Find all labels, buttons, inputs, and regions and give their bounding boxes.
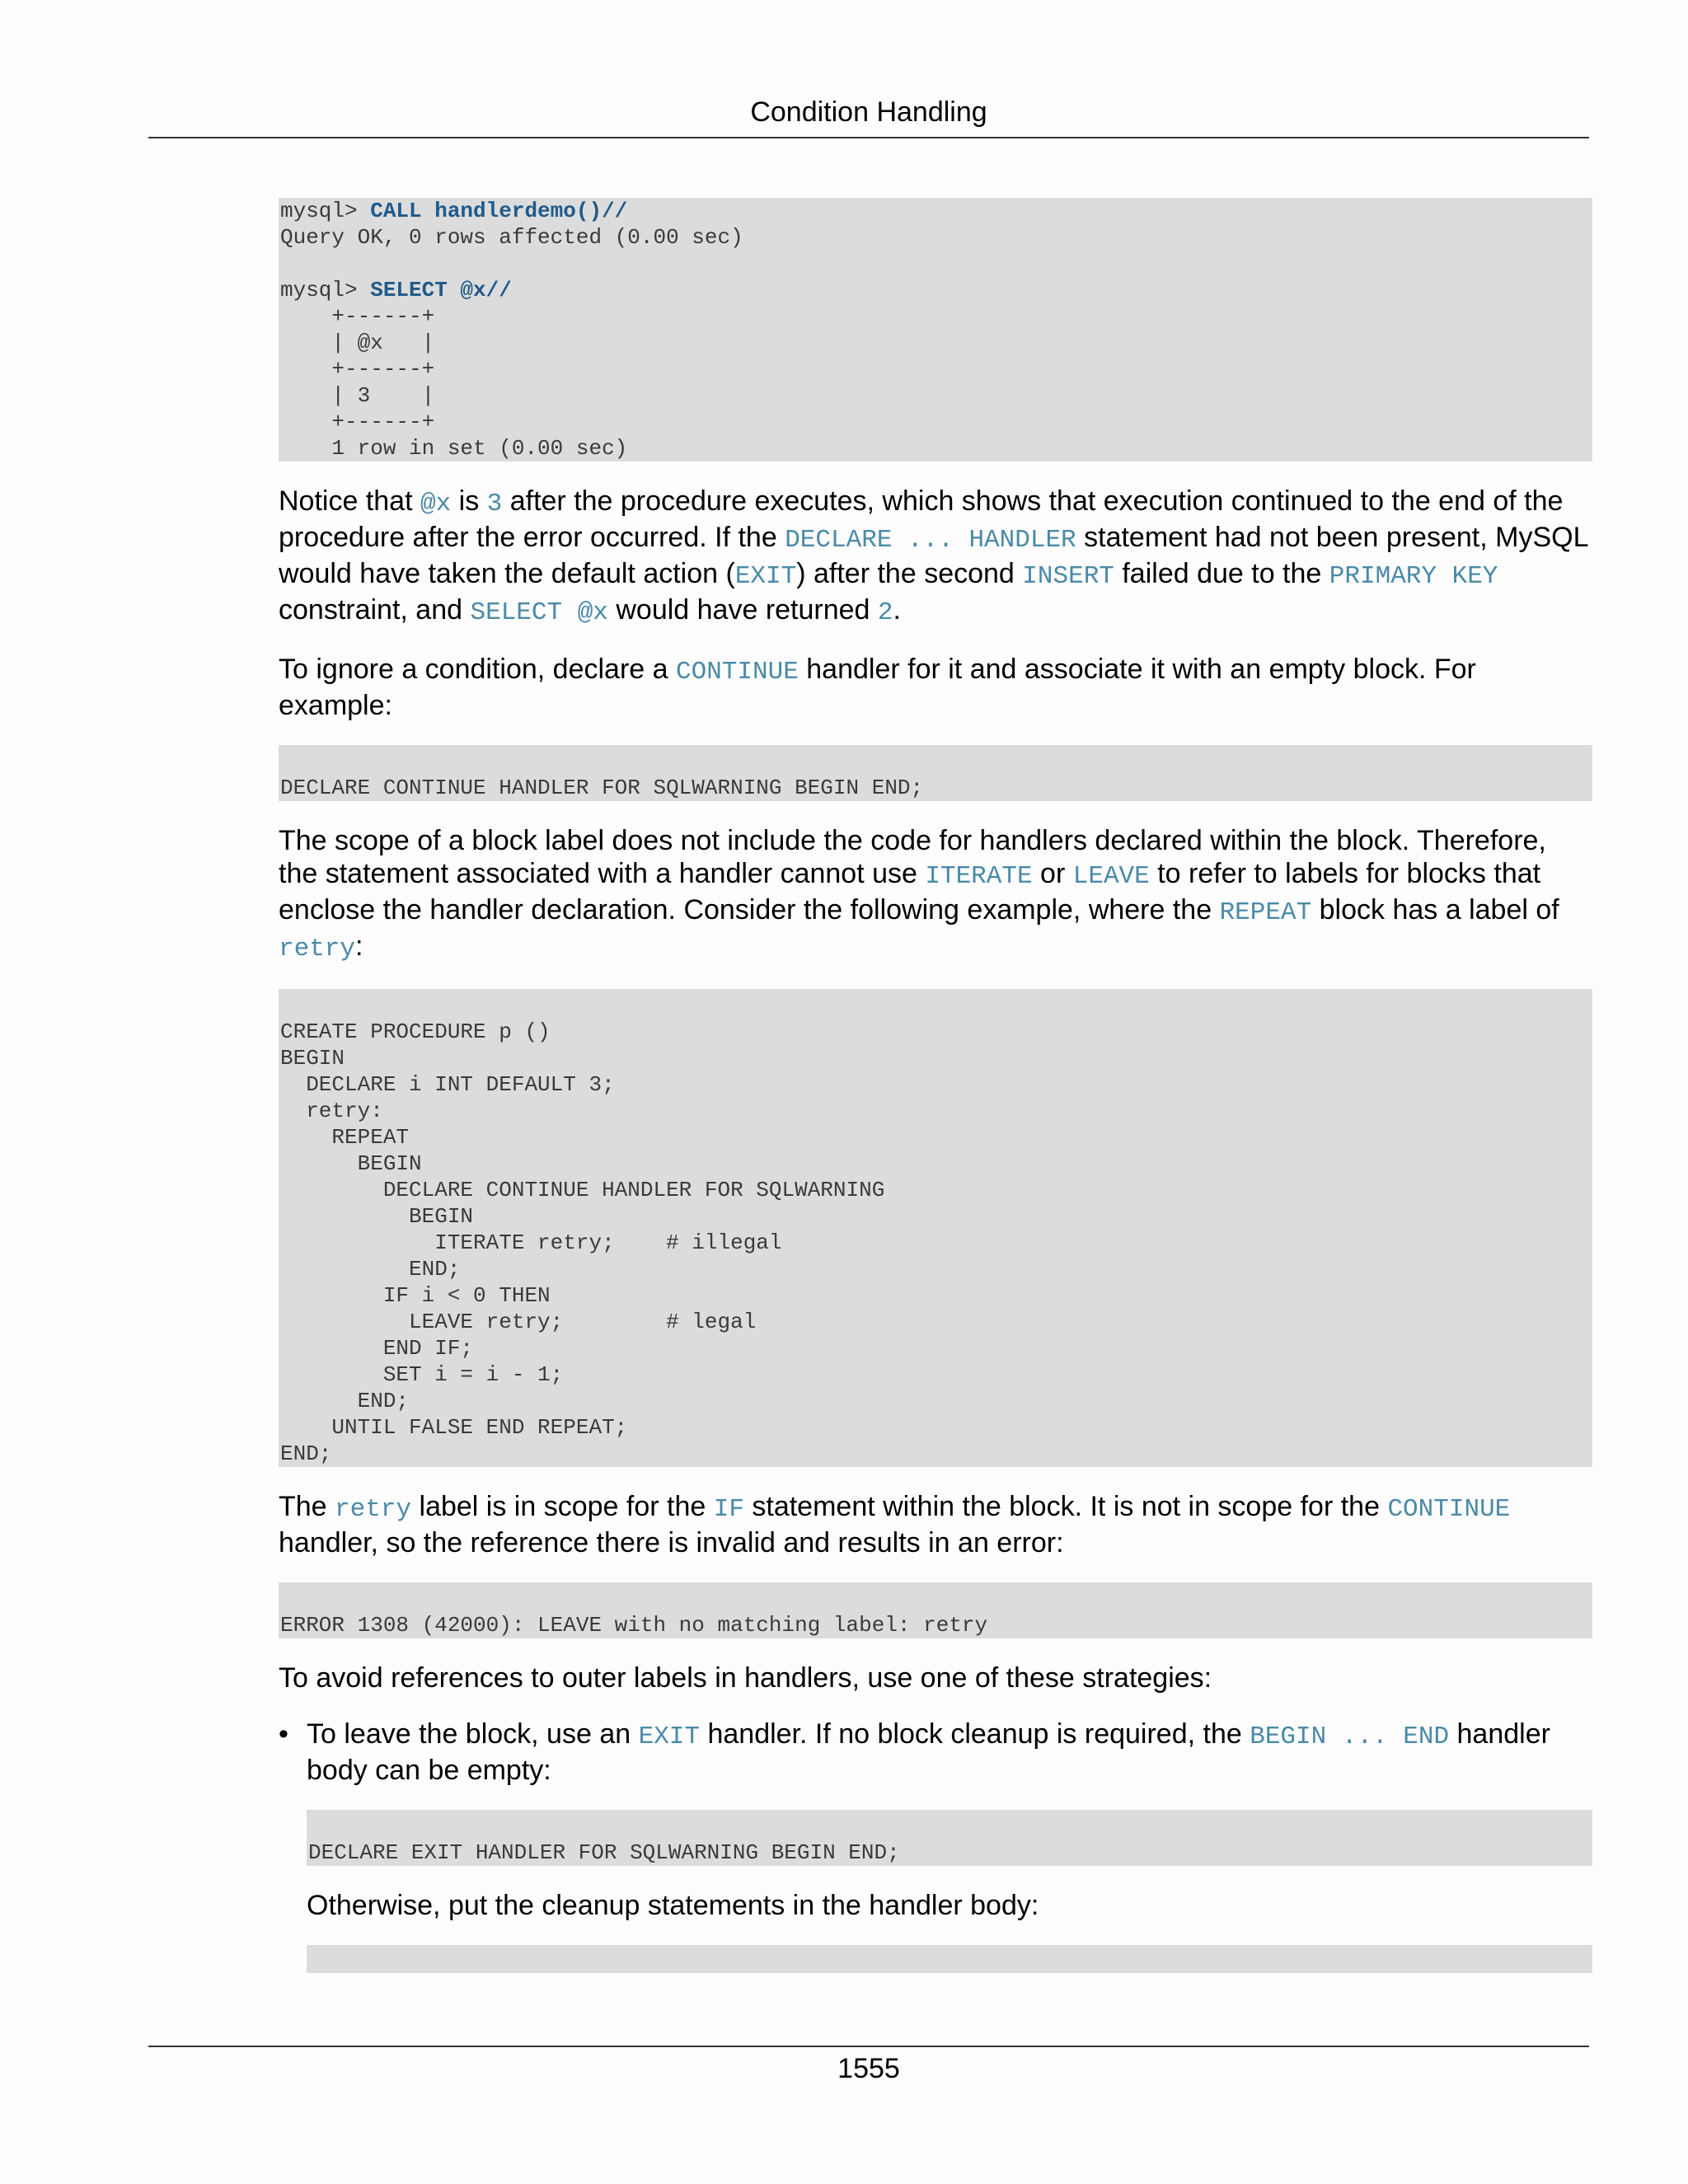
code-line: 1 row in set (0.00 sec) bbox=[280, 436, 628, 461]
text: label is in scope for the bbox=[411, 1491, 714, 1522]
code-line: REPEAT bbox=[280, 1125, 410, 1150]
code-line bbox=[280, 251, 1591, 277]
code-prompt: mysql> bbox=[280, 199, 371, 223]
code-line: IF i < 0 THEN bbox=[280, 1283, 551, 1308]
code-block-error-1308 bbox=[279, 1582, 1592, 1638]
code-line: UNTIL FALSE END REPEAT; bbox=[280, 1415, 628, 1440]
code-line: +------+ bbox=[280, 304, 435, 329]
code-block-exit-handler bbox=[307, 1810, 1592, 1866]
text: handler body can be empty: bbox=[307, 1718, 1550, 1786]
text: : bbox=[355, 930, 363, 962]
code-line: DECLARE EXIT HANDLER FOR SQLWARNING BEGIN END; bbox=[308, 1840, 900, 1865]
paragraph-ignore-condition bbox=[279, 653, 1592, 722]
code-block-continue-handler bbox=[279, 745, 1592, 801]
code-line: DECLARE CONTINUE HANDLER FOR SQLWARNING BEGIN END; bbox=[280, 776, 924, 800]
text: after the procedure executes, which shows that execution continued to the end of the procedure after the error occurred. If the bbox=[279, 485, 1564, 553]
code-line: ITERATE retry; # illegal bbox=[280, 1230, 782, 1255]
text: To ignore a condition, declare a bbox=[279, 654, 676, 685]
text: ) after the second bbox=[796, 558, 1023, 589]
code-line: END; bbox=[280, 1257, 461, 1282]
code-line: BEGIN bbox=[280, 1151, 422, 1176]
code-literal: INSERT bbox=[1022, 562, 1114, 591]
paragraph-avoid-references: To avoid references to outer labels in handlers, use one of these strategies: bbox=[279, 1662, 1212, 1694]
text: statement within the block. It is not in scope for the bbox=[743, 1491, 1388, 1522]
text: The scope of a block label does not include the code for handlers declared within the block. Therefore, the statement associated with a handler cannot use bbox=[279, 825, 1546, 889]
code-line: DECLARE i INT DEFAULT 3; bbox=[280, 1072, 615, 1097]
code-line: BEGIN bbox=[280, 1204, 474, 1229]
code-line bbox=[280, 198, 1591, 224]
bullet-mark: • bbox=[279, 1718, 288, 1750]
code-literal: CONTINUE bbox=[1387, 1495, 1511, 1524]
code-literal: BEGIN ... END bbox=[1250, 1722, 1450, 1751]
text: Notice that bbox=[279, 485, 420, 517]
code-line: | 3 | bbox=[280, 383, 435, 408]
code-line: END; bbox=[280, 1389, 410, 1413]
code-line: DECLARE CONTINUE HANDLER FOR SQLWARNING bbox=[280, 1178, 885, 1202]
code-block-procedure-p bbox=[279, 989, 1592, 1467]
text: to refer to labels for blocks that enclose the handler declaration. Consider the following example, where the bbox=[279, 858, 1541, 926]
code-block-call-handlerdemo bbox=[279, 198, 1592, 462]
code-line bbox=[308, 1945, 1591, 1971]
code-literal: REPEAT bbox=[1219, 898, 1312, 927]
code-line: CREATE PROCEDURE p () bbox=[280, 1019, 551, 1044]
text: constraint, and bbox=[279, 594, 471, 626]
text: handler. If no block cleanup is required, the bbox=[700, 1718, 1250, 1750]
text: handler, so the reference there is invalid and results in an error: bbox=[279, 1527, 1064, 1558]
text: would have returned bbox=[607, 594, 878, 626]
text: or bbox=[1032, 858, 1073, 889]
code-line: END IF; bbox=[280, 1336, 474, 1361]
code-prompt: mysql> bbox=[280, 278, 371, 302]
code-literal: 2 bbox=[877, 598, 893, 627]
code-literal: EXIT bbox=[734, 562, 797, 591]
code-command: SELECT @x// bbox=[370, 278, 512, 302]
paragraph-notice bbox=[279, 485, 1592, 630]
code-line: retry: bbox=[280, 1099, 383, 1123]
code-block-cleanup bbox=[307, 1945, 1592, 1973]
list-item bbox=[279, 1718, 1592, 1973]
header-rule bbox=[148, 137, 1589, 138]
strategy-list bbox=[279, 1718, 1592, 1973]
code-line: | @x | bbox=[280, 330, 435, 355]
text: failed due to the bbox=[1114, 558, 1329, 589]
code-literal: ITERATE bbox=[925, 862, 1033, 891]
text: handler for it and associate it with an empty block. For example: bbox=[279, 654, 1476, 721]
code-literal: DECLARE ... HANDLER bbox=[785, 526, 1076, 555]
code-line: SET i = i - 1; bbox=[280, 1362, 564, 1387]
code-line: +------+ bbox=[280, 410, 435, 434]
code-line: LEAVE retry; # legal bbox=[280, 1310, 757, 1334]
code-literal: EXIT bbox=[638, 1722, 701, 1751]
code-line: +------+ bbox=[280, 357, 435, 382]
code-literal: PRIMARY KEY bbox=[1329, 562, 1498, 591]
paragraph-block-label-scope bbox=[279, 824, 1592, 966]
footer-rule bbox=[148, 2046, 1589, 2047]
code-line: END; bbox=[280, 1441, 332, 1466]
code-literal: retry bbox=[279, 935, 356, 963]
text: The bbox=[279, 1491, 335, 1522]
code-line: ERROR 1308 (42000): LEAVE with no matching label: retry bbox=[280, 1613, 988, 1638]
text: block has a label of bbox=[1311, 894, 1559, 926]
code-command: CALL handlerdemo()// bbox=[370, 199, 628, 223]
code-literal: SELECT @x bbox=[470, 598, 608, 627]
paragraph-retry-scope bbox=[279, 1490, 1592, 1559]
text: is bbox=[451, 485, 487, 517]
code-literal: CONTINUE bbox=[675, 658, 799, 687]
code-literal: retry bbox=[335, 1495, 412, 1524]
list-item-text bbox=[307, 1718, 1592, 1787]
text: . bbox=[893, 594, 901, 626]
page-header-title: Condition Handling bbox=[750, 96, 987, 128]
code-literal: IF bbox=[713, 1495, 744, 1524]
code-line: Query OK, 0 rows affected (0.00 sec) bbox=[280, 225, 743, 250]
text: statement had not been present, MySQL would have taken the default action ( bbox=[279, 522, 1588, 589]
code-line: BEGIN bbox=[280, 1046, 345, 1071]
text: To leave the block, use an bbox=[307, 1718, 639, 1750]
code-literal: @x bbox=[420, 490, 452, 518]
code-literal: 3 bbox=[486, 490, 503, 518]
code-line bbox=[280, 277, 1591, 303]
page-number: 1555 bbox=[837, 2053, 900, 2084]
page-content bbox=[279, 198, 1592, 1973]
paragraph-cleanup: Otherwise, put the cleanup statements in the handler body: bbox=[307, 1890, 1039, 1921]
code-literal: LEAVE bbox=[1072, 862, 1150, 891]
